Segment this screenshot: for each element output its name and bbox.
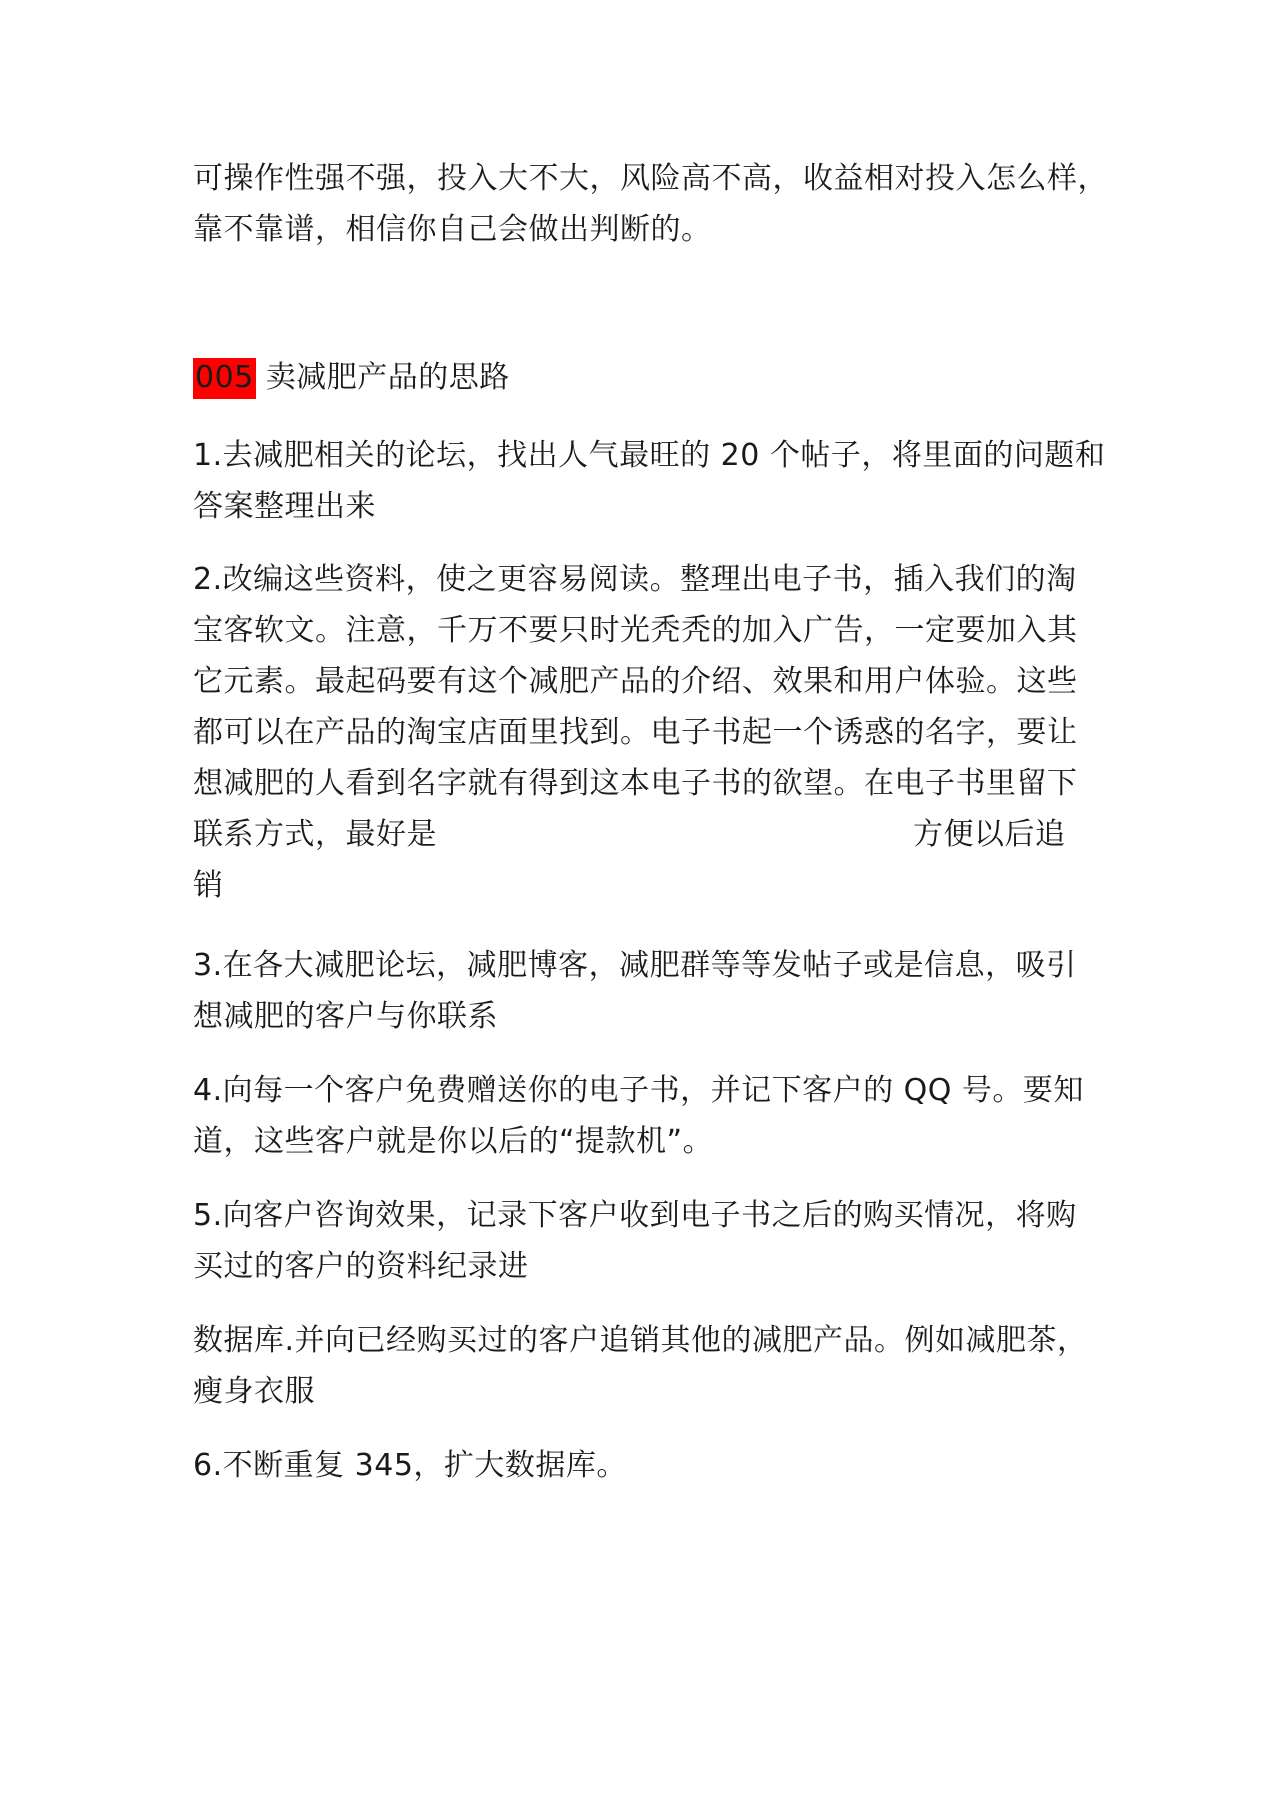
list-item-6 — [193, 1440, 1093, 1491]
section-heading — [193, 352, 1093, 403]
list-item-2 — [193, 554, 1093, 911]
text-line: 销 — [193, 868, 224, 903]
list-item-3 — [193, 940, 1093, 1042]
text-line: 答案整理出来 — [193, 489, 376, 524]
text-line: 5.向客户咨询效果，记录下客户收到电子书之后的购买情况，将购 — [193, 1198, 1077, 1233]
list-item-1 — [193, 430, 1106, 532]
gap-right-text: 方便以后追 — [913, 817, 1066, 852]
text-line: 瘦身衣服 — [193, 1374, 315, 1409]
gap-left-text: 联系方式，最好是 — [193, 817, 437, 852]
text-line: 买过的客户的资料纪录进 — [193, 1249, 529, 1284]
text-line-with-gap — [193, 809, 1093, 860]
text-line: 宝客软文。注意，千万不要只时光秃秃的加入广告，一定要加入其 — [193, 613, 1078, 648]
intro-paragraph — [193, 153, 1108, 255]
section-title: 卖减肥产品的思路 — [255, 360, 510, 395]
text-line: 6.不断重复 345，扩大数据库。 — [193, 1448, 627, 1483]
text-line: 想减肥的人看到名字就有得到这本电子书的欲望。在电子书里留下 — [193, 766, 1078, 801]
text-line: 靠不靠谱，相信你自己会做出判断的。 — [193, 212, 712, 247]
text-line: 它元素。最起码要有这个减肥产品的介绍、效果和用户体验。这些 — [193, 664, 1078, 699]
text-line: 道，这些客户就是你以后的“提款机”。 — [193, 1124, 714, 1159]
text-line: 3.在各大减肥论坛，减肥博客，减肥群等等发帖子或是信息，吸引 — [193, 948, 1077, 983]
text-line: 2.改编这些资料，使之更容易阅读。整理出电子书，插入我们的淘 — [193, 562, 1077, 597]
text-line: 数据库.并向已经购买过的客户追销其他的减肥产品。例如减肥茶， — [193, 1323, 1088, 1358]
list-item-4 — [193, 1065, 1093, 1167]
text-line: 4.向每一个客户免费赠送你的电子书，并记下客户的 QQ 号。要知 — [193, 1073, 1084, 1108]
text-line: 想减肥的客户与你联系 — [193, 999, 498, 1034]
list-item-5-continued — [193, 1315, 1093, 1417]
section-number-highlight: 005 — [193, 358, 256, 399]
text-line: 都可以在产品的淘宝店面里找到。电子书起一个诱惑的名字，要让 — [193, 715, 1078, 750]
text-line: 可操作性强不强，投入大不大，风险高不高，收益相对投入怎么样， — [193, 161, 1108, 196]
text-line: 1.去减肥相关的论坛，找出人气最旺的 20 个帖子，将里面的问题和 — [193, 438, 1106, 473]
list-item-5 — [193, 1190, 1093, 1292]
